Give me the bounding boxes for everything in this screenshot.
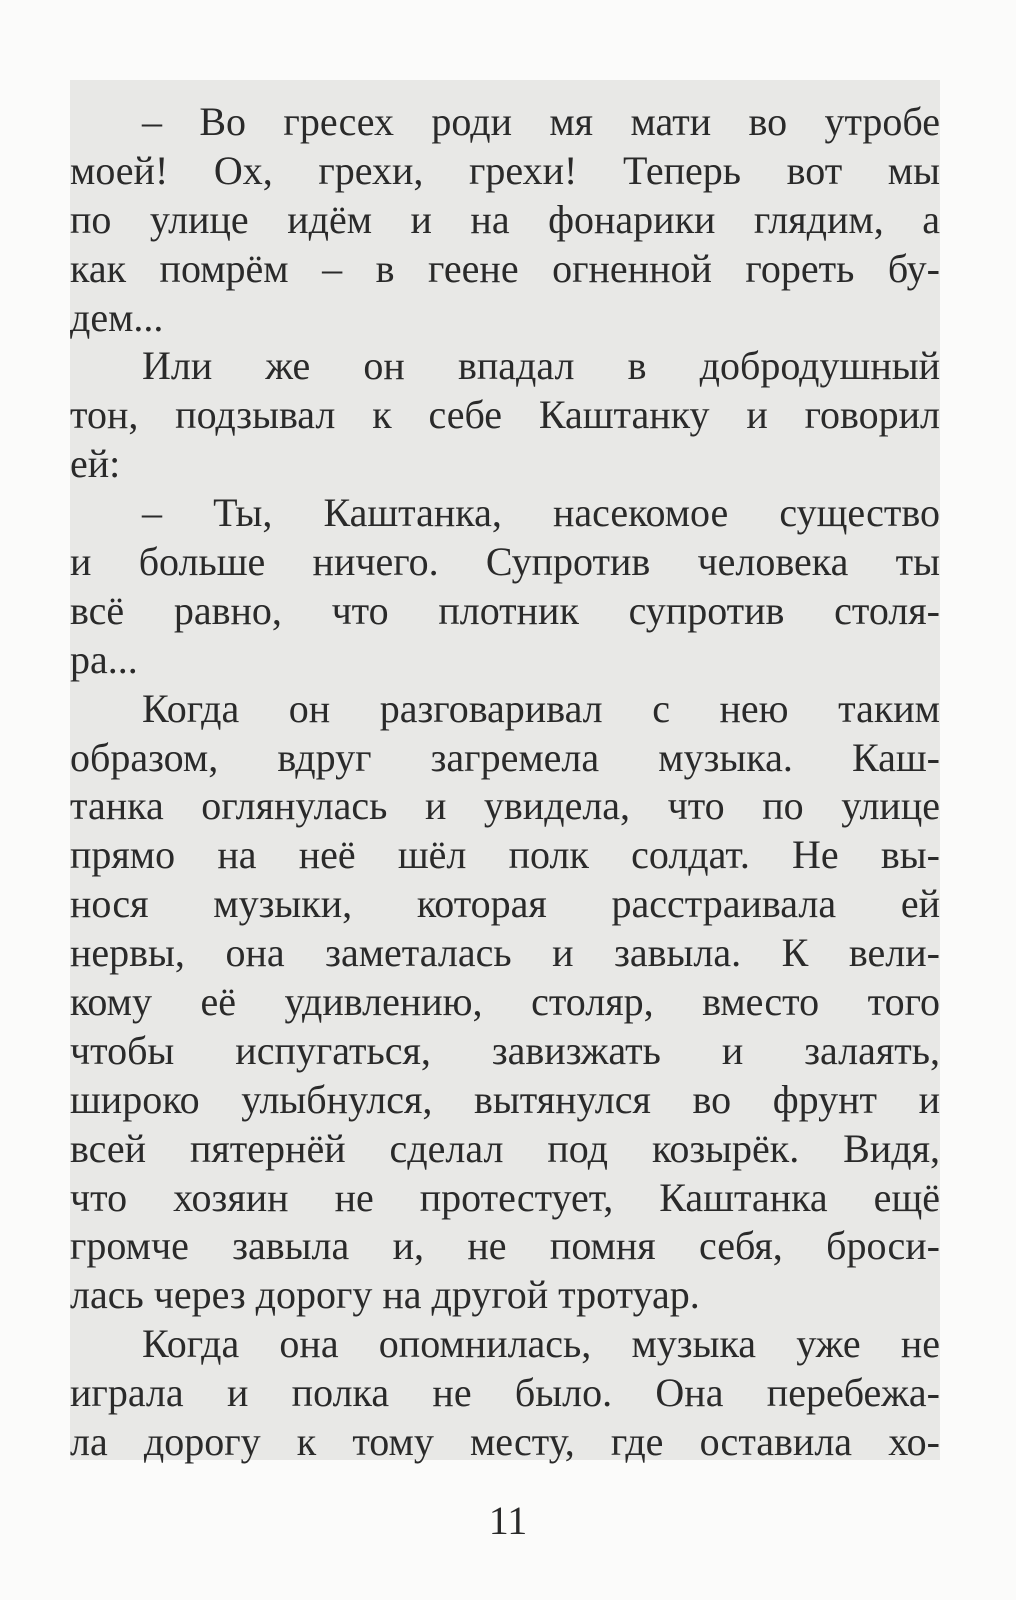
text-line: нося музыки, которая расстраивала ей	[70, 881, 940, 927]
text-line: дем...	[70, 294, 164, 340]
text-line: играла и полка не было. Она перебежа-	[70, 1370, 940, 1416]
text-line: прямо на неё шёл полк солдат. Не вы-	[70, 832, 940, 878]
text-line: кому её удивлению, столяр, вместо того	[70, 979, 940, 1025]
text-line: нервы, она заметалась и завыла. К вели-	[70, 930, 940, 976]
text-line: по улице идём и на фонарики глядим, а	[70, 196, 940, 242]
text-line: Когда она опомнилась, музыка уже не	[142, 1321, 940, 1367]
text-line: образом, вдруг загремела музыка. Каш-	[70, 734, 940, 780]
text-line: ей:	[70, 441, 121, 487]
text-line: широко улыбнулся, вытянулся во фрунт и	[70, 1076, 940, 1122]
text-line: тон, подзывал к себе Каштанку и говорил	[70, 392, 940, 438]
text-line: чтобы испугаться, завизжать и залаять,	[70, 1027, 940, 1073]
text-line: ра...	[70, 636, 138, 682]
text-line: что хозяин не протестует, Каштанка ещё	[70, 1174, 940, 1220]
text-line: всё равно, что плотник супротив столя-	[70, 587, 940, 633]
text-line: и больше ничего. Супротив человека ты	[70, 539, 940, 585]
page-number: 11	[488, 1498, 528, 1543]
text-block	[70, 80, 940, 1465]
text-line: громче завыла и, не помня себя, броси-	[70, 1223, 940, 1269]
text-line: – Ты, Каштанка, насекомое существо	[142, 490, 940, 536]
text-line: танка оглянулась и увидела, что по улице	[70, 783, 940, 829]
text-line: лась через дорогу на другой тротуар.	[70, 1272, 700, 1318]
text-line: – Во гресех роди мя мати во утробе	[142, 99, 940, 144]
text-line: ла дорогу к тому месту, где оставила хо-	[70, 1419, 940, 1465]
text-line: всей пятернёй сделал под козырёк. Видя,	[70, 1125, 940, 1171]
text-line: моей! Ох, грехи, грехи! Теперь вот мы	[70, 147, 940, 193]
text-line: Или же он впадал в добродушный	[142, 343, 940, 389]
text-line: Когда он разговаривал с нею таким	[142, 685, 940, 731]
body-text	[70, 98, 940, 1467]
text-line: как помрём – в геене огненной гореть бу-	[70, 245, 940, 291]
